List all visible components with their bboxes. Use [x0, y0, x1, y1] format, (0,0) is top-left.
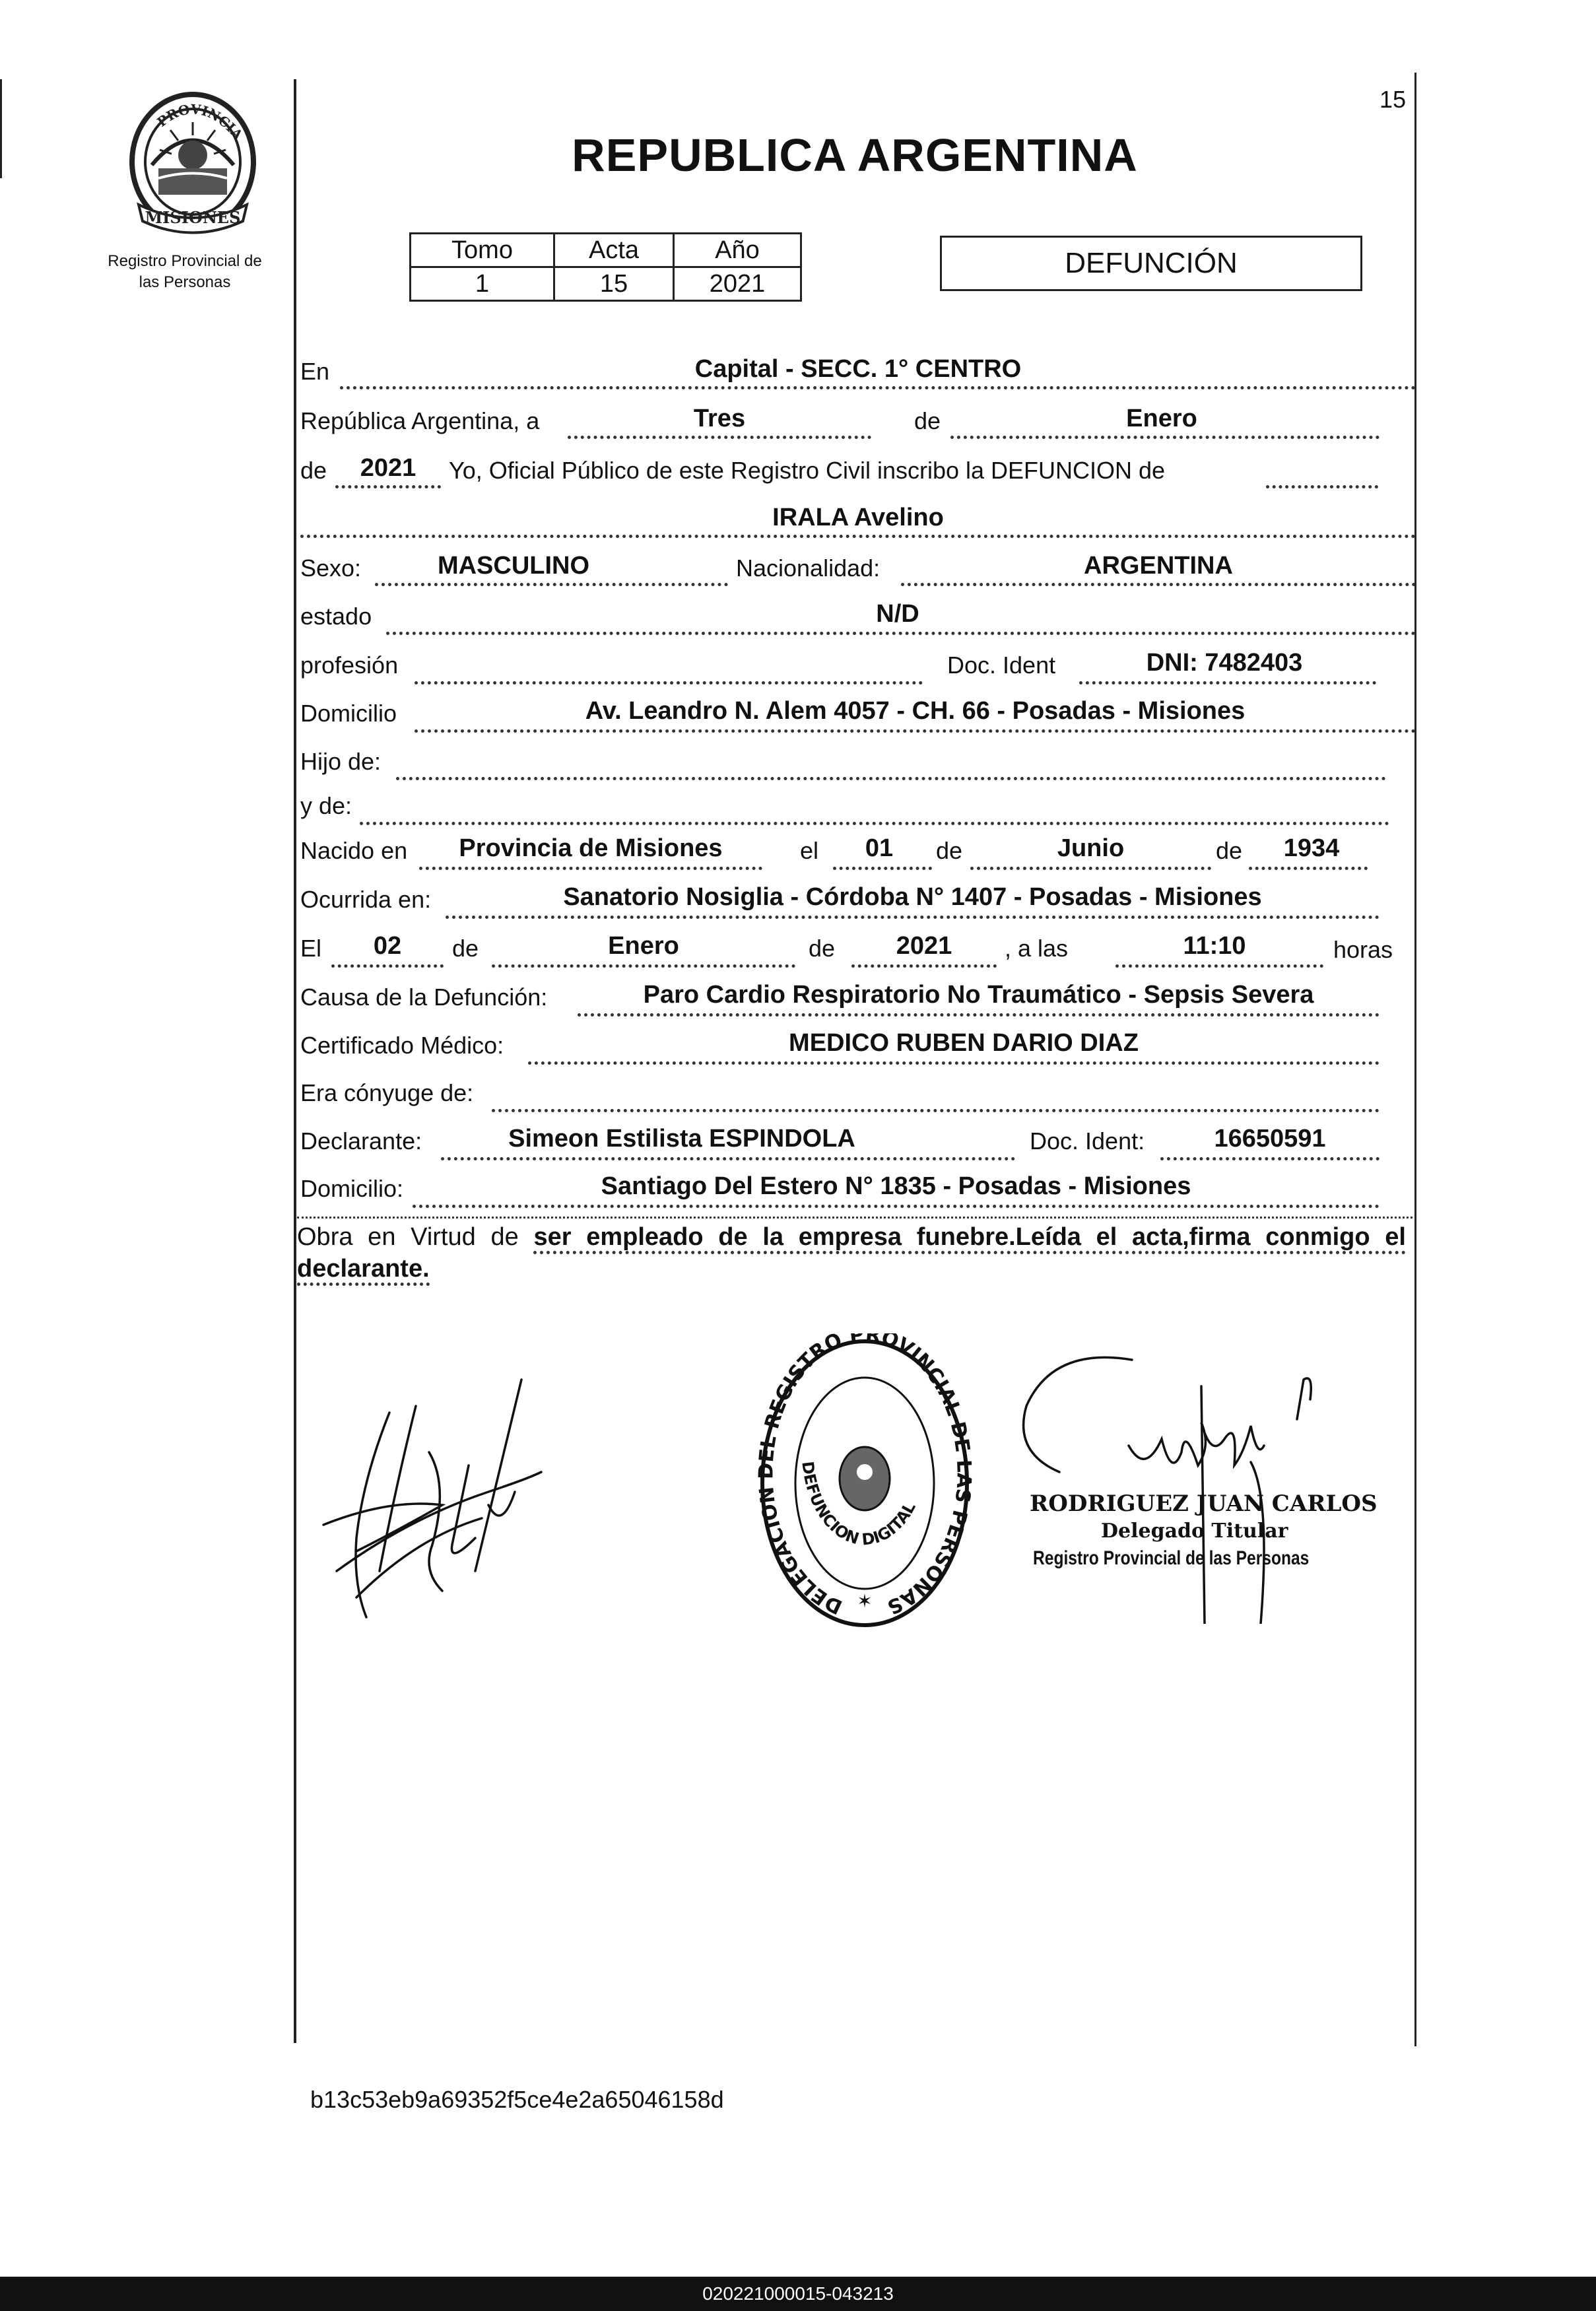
record-type-box: DEFUNCIÓN	[940, 236, 1362, 291]
value-declarante-domicilio: Santiago Del Estero N° 1835 - Posadas - Misiones	[601, 1172, 1191, 1200]
footer-barcode-strip	[0, 2277, 1596, 2311]
dots-hora	[1115, 964, 1323, 968]
signatory-office: Registro Provincial de las Personas	[1033, 1547, 1310, 1569]
official-signature	[1013, 1347, 1356, 1624]
dots-def-dia	[331, 964, 444, 968]
svg-text:DEFUNCION DIGITAL: DEFUNCION DIGITAL	[798, 1460, 919, 1549]
label-en: En	[300, 358, 330, 385]
value-nombre: IRALA Avelino	[772, 504, 944, 531]
dots-estado	[386, 632, 1416, 635]
value-certificado: MEDICO RUBEN DARIO DIAZ	[789, 1029, 1139, 1057]
value-lugar: Capital - SECC. 1° CENTRO	[694, 355, 1022, 383]
official-stamp-seal	[756, 1333, 974, 1634]
value-dia-letras: Tres	[693, 405, 746, 432]
label-de-1: de	[914, 407, 941, 434]
label-de-2: de	[300, 457, 327, 484]
value-declarante-doc: 16650591	[1214, 1125, 1326, 1153]
value-mes: Enero	[1126, 405, 1197, 432]
page-number: 15	[1380, 86, 1407, 113]
value-def-anio: 2021	[896, 932, 952, 960]
label-obra-virtud: Obra en Virtud de	[297, 1223, 519, 1251]
label-de-5: de	[452, 935, 479, 962]
dots-dia	[568, 436, 871, 439]
dots-nac-anio	[1249, 867, 1368, 870]
label-el: el	[800, 837, 819, 864]
label-conyuge: Era cónyuge de:	[300, 1079, 474, 1106]
value-causa: Paro Cardio Respiratorio No Traumático - Sepsis Severa	[643, 981, 1314, 1009]
logo-caption-line2: las Personas	[139, 273, 231, 291]
dots-domicilio	[415, 729, 1416, 733]
label-de-4: de	[1216, 837, 1243, 864]
dots-causa	[578, 1013, 1380, 1017]
dots-nacionalidad	[901, 583, 1416, 586]
label-declarante-domicilio: Domicilio:	[300, 1175, 404, 1202]
dots-declarante	[441, 1157, 1015, 1160]
dots-nac-dia	[833, 867, 932, 870]
tomo-header: Tomo	[411, 234, 554, 267]
signatory-name: RODRIGUEZ JUAN CARLOS	[1030, 1490, 1378, 1517]
label-doc-ident: Doc. Ident	[947, 652, 1056, 679]
value-nac-dia: 01	[865, 834, 894, 862]
acta-header: Acta	[554, 234, 674, 267]
svg-text:DELEGACION DEL REGISTRO PROVIN: DELEGACION DEL REGISTRO PROVINCIAL DE LAS PERSONAS	[756, 1333, 974, 1619]
dots-mes	[950, 436, 1380, 439]
value-nacionalidad: ARGENTINA	[1084, 552, 1233, 580]
dots-anio	[335, 485, 441, 488]
dots-conyuge	[492, 1109, 1380, 1112]
value-ocurrida-en: Sanatorio Nosiglia - Córdoba N° 1407 - Posadas - Misiones	[563, 883, 1262, 911]
section-divider	[297, 1217, 1413, 1219]
value-doc-ident: DNI: 7482403	[1146, 649, 1303, 677]
logo-caption	[89, 251, 281, 293]
dots-nombre	[300, 535, 1416, 538]
dots-doc-ident	[1079, 681, 1376, 685]
value-def-dia: 02	[373, 932, 402, 960]
label-sexo: Sexo:	[300, 554, 362, 582]
value-obra-virtud: ser empleado de la empresa funebre.Leída el acta,firma conmigo el declarante.	[297, 1223, 1406, 1286]
label-causa: Causa de la Defunción:	[300, 984, 548, 1011]
value-anio: 2021	[360, 454, 416, 482]
dots-def-mes	[492, 964, 795, 968]
dots-sexo	[375, 583, 728, 586]
svg-text:MISIONES: MISIONES	[145, 208, 241, 227]
logo-caption-line1: Registro Provincial de	[108, 252, 262, 270]
label-y-de: y de:	[300, 792, 352, 819]
value-domicilio: Av. Leandro N. Alem 4057 - CH. 66 - Posadas - Misiones	[585, 697, 1246, 725]
acta-value: 15	[554, 267, 674, 301]
dots-ocurrida-en	[446, 916, 1380, 919]
dots-intro-end	[1266, 485, 1378, 488]
label-horas: horas	[1333, 936, 1393, 963]
dots-def-anio	[851, 964, 997, 968]
label-declarante: Declarante:	[300, 1127, 422, 1155]
label-de-3: de	[936, 837, 963, 864]
label-nacionalidad: Nacionalidad:	[736, 554, 881, 582]
label-hijo-de: Hijo de:	[300, 748, 382, 775]
label-profesion: profesión	[300, 652, 399, 679]
value-nacido-en: Provincia de Misiones	[459, 834, 723, 862]
dots-declarante-doc	[1160, 1157, 1380, 1160]
label-ocurrida-en: Ocurrida en:	[300, 886, 432, 913]
value-hora: 11:10	[1183, 932, 1246, 960]
dots-hijo-de	[396, 777, 1386, 780]
dots-profesion	[415, 681, 923, 685]
value-nac-anio: 1934	[1283, 834, 1340, 862]
value-sexo: MASCULINO	[437, 552, 590, 580]
value-declarante: Simeon Estilista ESPINDOLA	[508, 1125, 855, 1153]
dots-certificado	[528, 1061, 1380, 1065]
left-margin-line	[294, 79, 296, 2043]
value-nac-mes: Junio	[1057, 834, 1125, 862]
label-a-las: , a las	[1005, 935, 1069, 962]
label-republica-a: República Argentina, a	[300, 407, 540, 434]
document-hash: b13c53eb9a69352f5ce4e2a65046158d	[310, 2086, 724, 2113]
label-el-cap: El	[300, 935, 322, 962]
declarant-signature	[317, 1373, 554, 1624]
signatory-role: Delegado Titular	[1101, 1520, 1288, 1543]
label-nacido-en: Nacido en	[300, 837, 408, 864]
obra-virtud-paragraph	[297, 1221, 1406, 1285]
svg-text:✶: ✶	[857, 1591, 873, 1611]
dots-nacido-en	[419, 867, 762, 870]
value-estado: N/D	[876, 600, 919, 628]
right-margin-line	[1414, 73, 1416, 2046]
document-title: REPUBLICA ARGENTINA	[572, 129, 1138, 181]
anio-header: Año	[674, 234, 801, 267]
dots-lugar	[340, 386, 1416, 389]
svg-text:PROVINCIA DE: PROVINCIA	[154, 101, 246, 143]
dots-nac-mes	[970, 867, 1211, 870]
value-def-mes: Enero	[608, 932, 679, 960]
label-de-6: de	[809, 935, 836, 962]
acta-reference-table	[409, 232, 802, 302]
anio-value: 2021	[674, 267, 801, 301]
footer-code: 020221000015-043213	[702, 2283, 894, 2304]
label-certificado: Certificado Médico:	[300, 1032, 504, 1059]
dots-declarante-domicilio	[413, 1205, 1380, 1208]
tomo-value: 1	[411, 267, 554, 301]
label-estado: estado	[300, 603, 372, 630]
label-intro: Yo, Oficial Público de este Registro Civil inscribo la DEFUNCION de	[449, 457, 1166, 484]
label-declarante-doc: Doc. Ident:	[1030, 1127, 1145, 1155]
dots-y-de	[360, 822, 1389, 825]
label-domicilio: Domicilio	[300, 700, 397, 727]
